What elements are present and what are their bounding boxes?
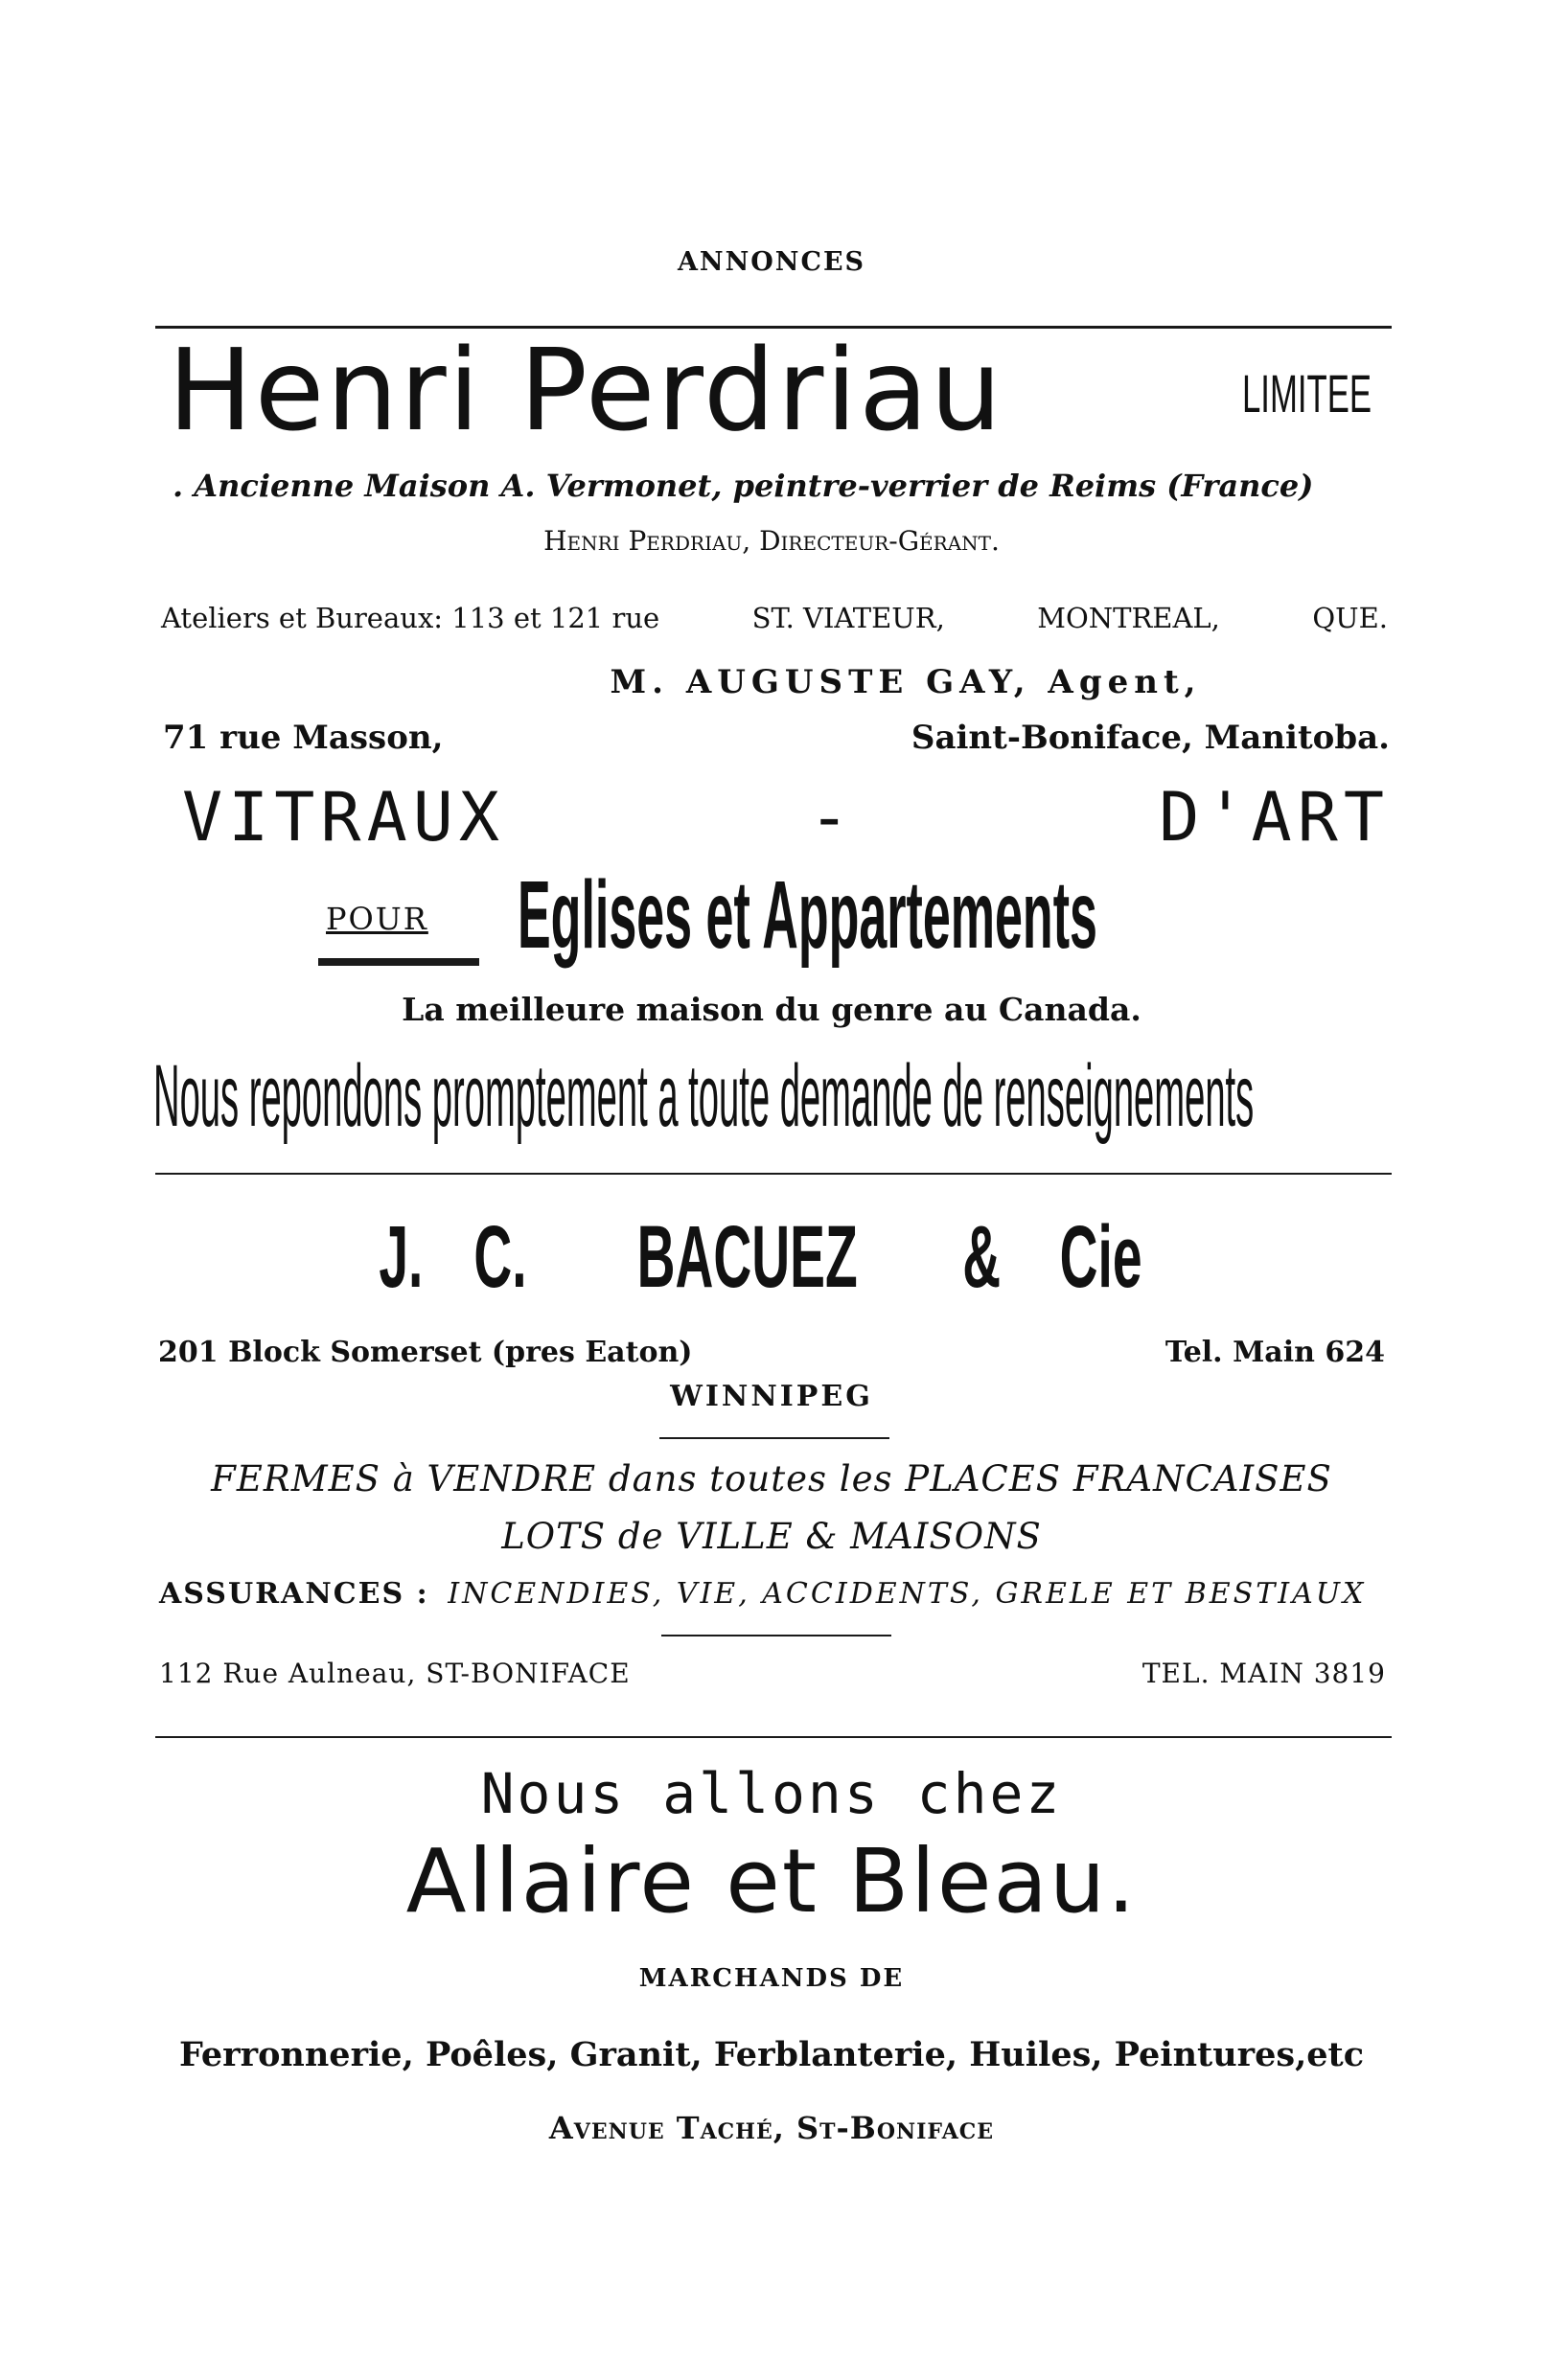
vitraux-dash: -: [809, 778, 856, 857]
lots-line: LOTS de VILLE & MAISONS: [501, 1516, 1042, 1557]
former-house-line: . Ancienne Maison A. Vermonet, peintre-verrier de Reims (France): [173, 468, 1314, 504]
agent-city: Saint-Boniface, Manitoba.: [911, 719, 1390, 757]
vitraux-right: D'ART: [1159, 778, 1390, 857]
name-ampersand: &: [962, 1208, 1001, 1306]
running-title: ANNONCES: [677, 247, 866, 277]
rule-after-bacuez: [155, 1736, 1392, 1738]
reply-line-wrap: [153, 1046, 1399, 1152]
director-line: Henri Perdriau, Directeur-Gérant.: [543, 525, 1000, 557]
name-bacuez: BACUEZ: [636, 1208, 858, 1306]
workshops-line: [161, 602, 1388, 634]
insurance-rule: [661, 1635, 891, 1636]
bacuez-name: [364, 1207, 1169, 1322]
farms-line: FERMES à VENDRE dans toutes les PLACES FRANCAISES: [211, 1458, 1332, 1499]
workshops-label: Ateliers et Bureaux: 113 et 121 rue: [161, 602, 660, 634]
company-name: Henri Perdriau: [168, 324, 1004, 456]
agent-address-line: [163, 719, 1390, 757]
vitraux-left: VITRAUX: [182, 778, 506, 857]
agent-line: M. AUGUSTE GAY, Agent,: [610, 663, 1202, 701]
office-line: [159, 1658, 1386, 1689]
city-underline: [659, 1437, 889, 1439]
workshops-province: QUE.: [1312, 602, 1388, 634]
agent-address: 71 rue Masson,: [163, 719, 444, 757]
churches-line-wrap: [518, 860, 1246, 969]
office-address: 112 Rue Aulneau, ST-BONIFACE: [159, 1658, 631, 1689]
vitraux-heading: [182, 778, 1390, 857]
rule-after-perdriau: [155, 1173, 1392, 1175]
workshops-city: MONTREAL,: [1037, 602, 1220, 634]
pour-label: POUR: [326, 901, 428, 937]
name-c: C.: [473, 1208, 527, 1306]
insurance-types: INCENDIES, VIE, ACCIDENTS, GRELE ET BESTIAUX: [448, 1577, 1367, 1611]
insurance-line: [159, 1577, 1366, 1611]
company-suffix: LIMITEE: [1242, 363, 1372, 423]
office-phone: TEL. MAIN 3819: [1141, 1658, 1386, 1689]
insurance-label: ASSURANCES :: [159, 1577, 429, 1611]
name-j: J.: [379, 1208, 424, 1306]
bacuez-phone: Tel. Main 624: [1164, 1336, 1385, 1369]
pour-underbar: [318, 958, 479, 966]
allaire-address: Avenue Taché, St-Boniface: [548, 2110, 995, 2146]
bacuez-address-line: [158, 1336, 1385, 1369]
allaire-intro: Nous allons chez: [480, 1761, 1063, 1826]
workshops-street: ST. VIATEUR,: [751, 602, 945, 634]
reply-line: Nous repondons promptement a toute demande de renseignements: [153, 1047, 1255, 1145]
goods-line: Ferronnerie, Poêles, Granit, Ferblanterie, Huiles, Peintures,etc: [178, 2035, 1365, 2074]
trade-label: MARCHANDS DE: [638, 1964, 905, 1993]
bacuez-address: 201 Block Somerset (pres Eaton): [158, 1336, 693, 1369]
name-cie: Cie: [1059, 1208, 1142, 1306]
bacuez-city: WINNIPEG: [670, 1380, 873, 1413]
churches-line: Eglises et Appartements: [518, 861, 1097, 969]
allaire-name: Allaire et Bleau.: [405, 1830, 1138, 1933]
best-house-line: La meilleure maison du genre au Canada.: [402, 991, 1141, 1028]
